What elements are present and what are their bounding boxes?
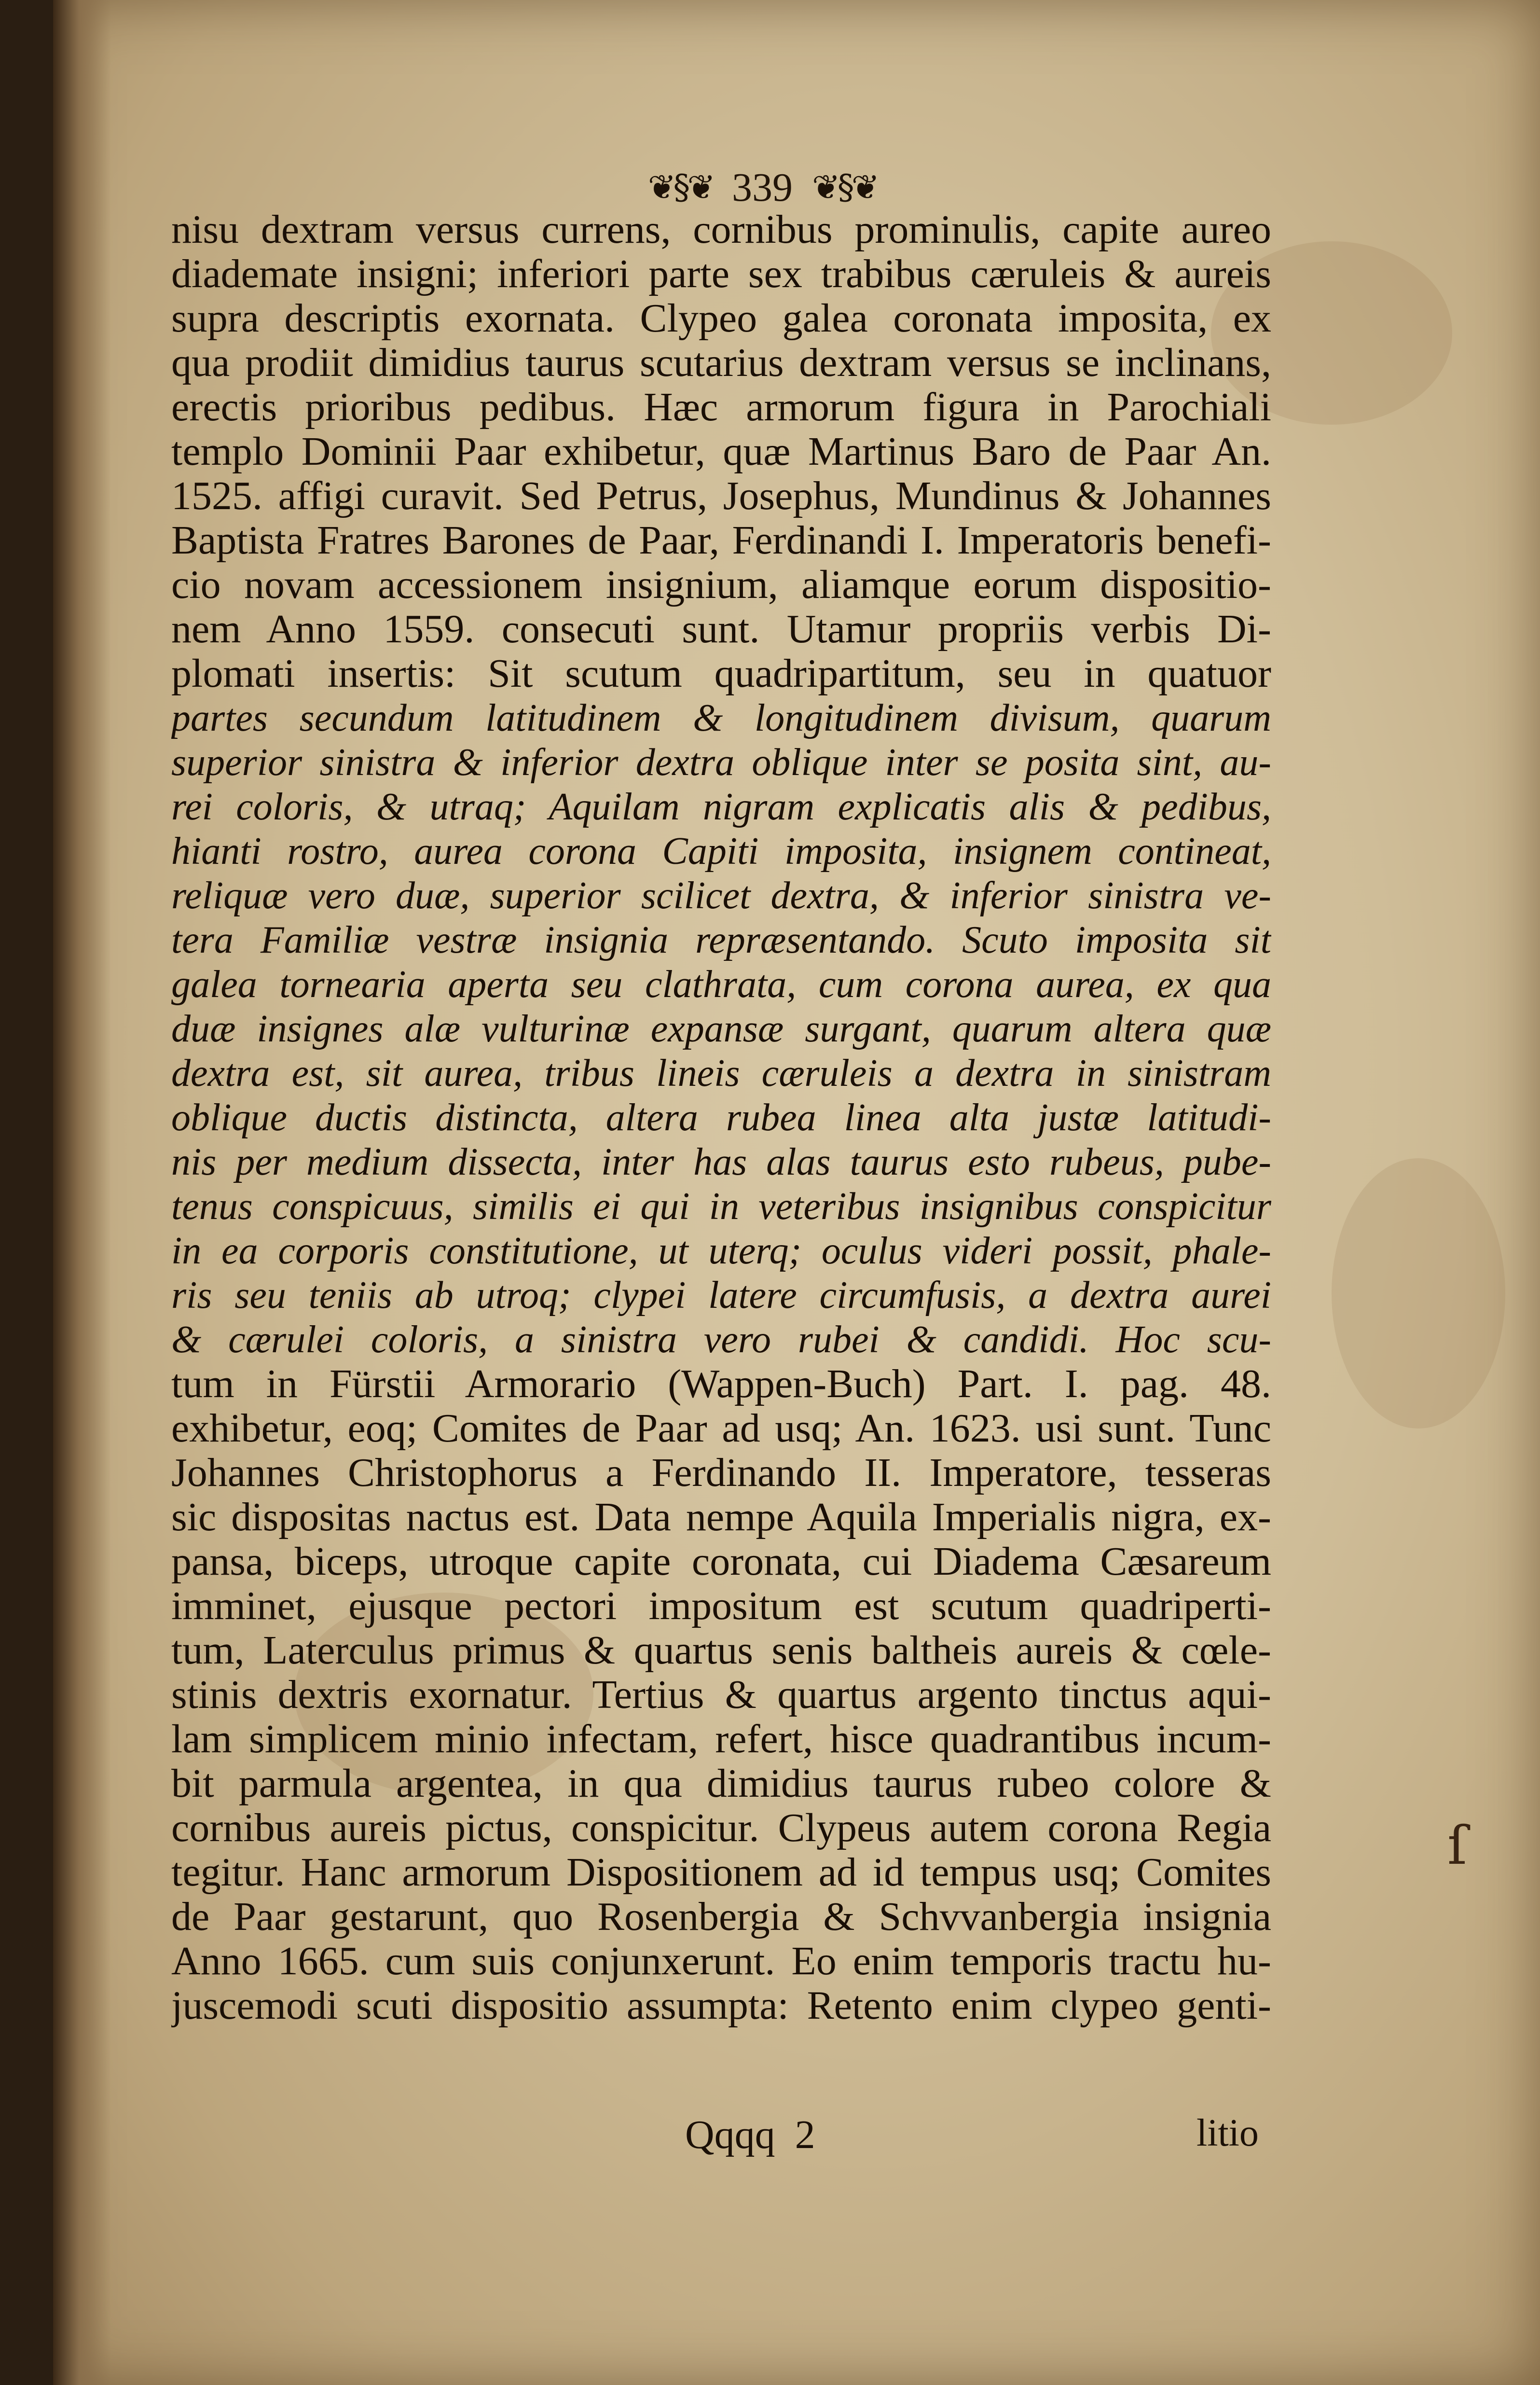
text-line: stinis dextris exornatur. Tertius & quartus argento tinctus aqui- xyxy=(171,1673,1271,1717)
text-line: duæ insignes alæ vulturinæ expansæ surgant, quarum altera quæ xyxy=(171,1008,1271,1050)
text-line: superior sinistra & inferior dextra oblique inter se posita sint, au- xyxy=(171,741,1271,784)
text-line: imminet, ejusque pectori impositum est scutum quadriperti- xyxy=(171,1584,1271,1628)
text-line: qua prodiit dimidius taurus scutarius dextram versus se inclinans, xyxy=(171,341,1271,385)
text-line: templo Dominii Paar exhibetur, quæ Martinus Baro de Paar An. xyxy=(171,430,1271,474)
text-line: pansa, biceps, utroque capite coronata, cui Diadema Cæsareum xyxy=(171,1539,1271,1584)
text-line: bit parmula argentea, in qua dimidius taurus rubeo colore & xyxy=(171,1761,1271,1806)
paper-stain xyxy=(1332,1158,1505,1428)
text-line: tegitur. Hanc armorum Dispositionem ad id tempus usq; Comites xyxy=(171,1850,1271,1895)
catchword: litio xyxy=(1196,2112,1259,2154)
binding-gutter xyxy=(53,0,111,2385)
text-line: sic dispositas nactus est. Data nempe Aquila Imperialis nigra, ex- xyxy=(171,1495,1271,1539)
text-line: Johannes Christophorus a Ferdinando II. Imperatore, tesseras xyxy=(171,1451,1271,1495)
text-line: exhibetur, eoq; Comites de Paar ad usq; An. 1623. usi sunt. Tunc xyxy=(171,1406,1271,1451)
text-line: rei coloris, & utraq; Aquilam nigram explicatis alis & pedibus, xyxy=(171,786,1271,828)
text-line: & cærulei coloris, a sinistra vero rubei & candidi. Hoc scu- xyxy=(171,1318,1271,1361)
text-line: de Paar gestarunt, quo Rosenbergia & Schvvanbergia insignia xyxy=(171,1895,1271,1939)
text-line: nem Anno 1559. consecuti sunt. Utamur propriis verbis Di- xyxy=(171,607,1271,652)
text-line: ris seu teniis ab utroq; clypei latere circumfusis, a dextra aurei xyxy=(171,1274,1271,1317)
text-line: reliquæ vero duæ, superior scilicet dextra, & inferior sinistra ve- xyxy=(171,874,1271,917)
signature-mark: Qqqq 2 xyxy=(685,2112,815,2157)
text-line: tum in Fürstii Armorario (Wappen-Buch) Part. I. pag. 48. xyxy=(171,1362,1271,1406)
text-line: hianti rostro, aurea corona Capiti imposita, insignem contineat, xyxy=(171,830,1271,873)
text-line: juscemodi scuti dispositio assumpta: Retento enim clypeo genti- xyxy=(171,1983,1271,2028)
text-line: lam simplicem minio infectam, refert, hisce quadrantibus incum- xyxy=(171,1717,1271,1761)
ornament-right: ❦§❦ xyxy=(812,167,877,207)
text-line: tum, Laterculus primus & quartus senis baltheis aureis & cœle- xyxy=(171,1628,1271,1673)
text-line: Baptista Fratres Barones de Paar, Ferdinandi I. Imperatoris benefi- xyxy=(171,518,1271,563)
text-line: 1525. affigi curavit. Sed Petrus, Josephus, Mundinus & Johannes xyxy=(171,474,1271,518)
text-line: in ea corporis constitutione, ut uterq; oculus videri possit, phale- xyxy=(171,1230,1271,1272)
text-line: dextra est, sit aurea, tribus lineis cæruleis a dextra in sinistram xyxy=(171,1052,1271,1095)
text-line: partes secundum latitudinem & longitudinem divisum, quarum xyxy=(171,697,1271,739)
ornament-left: ❦§❦ xyxy=(647,167,713,207)
text-line: diademate insigni; inferiori parte sex trabibus cæruleis & aureis xyxy=(171,252,1271,296)
text-line: galea tornearia aperta seu clathrata, cum corona aurea, ex qua xyxy=(171,963,1271,1006)
text-line: tera Familiæ vestræ insignia repræsentando. Scuto imposita sit xyxy=(171,919,1271,961)
text-line: supra descriptis exornata. Clypeo galea coronata imposita, ex xyxy=(171,296,1271,341)
text-line: plomati insertis: Sit scutum quadripartitum, seu in quatuor xyxy=(171,652,1271,696)
text-line: erectis prioribus pedibus. Hæc armorum figura in Parochiali xyxy=(171,385,1271,430)
text-body xyxy=(171,208,1271,2028)
text-line: nisu dextram versus currens, cornibus prominulis, capite aureo xyxy=(171,208,1271,252)
margin-mark-icon: ſ xyxy=(1447,1815,1467,1876)
text-line: cio novam accessionem insignium, aliamque eorum dispositio- xyxy=(171,563,1271,607)
text-line: tenus conspicuus, similis ei qui in veteribus insignibus conspicitur xyxy=(171,1185,1271,1228)
text-line: oblique ductis distincta, altera rubea linea alta justæ latitudi- xyxy=(171,1096,1271,1139)
page-number: 339 xyxy=(732,165,793,210)
text-line: nis per medium dissecta, inter has alas taurus esto rubeus, pube- xyxy=(171,1141,1271,1183)
text-line: cornibus aureis pictus, conspicitur. Clypeus autem corona Regia xyxy=(171,1806,1271,1850)
text-line: Anno 1665. cum suis conjunxerunt. Eo enim temporis tractu hu- xyxy=(171,1939,1271,1983)
